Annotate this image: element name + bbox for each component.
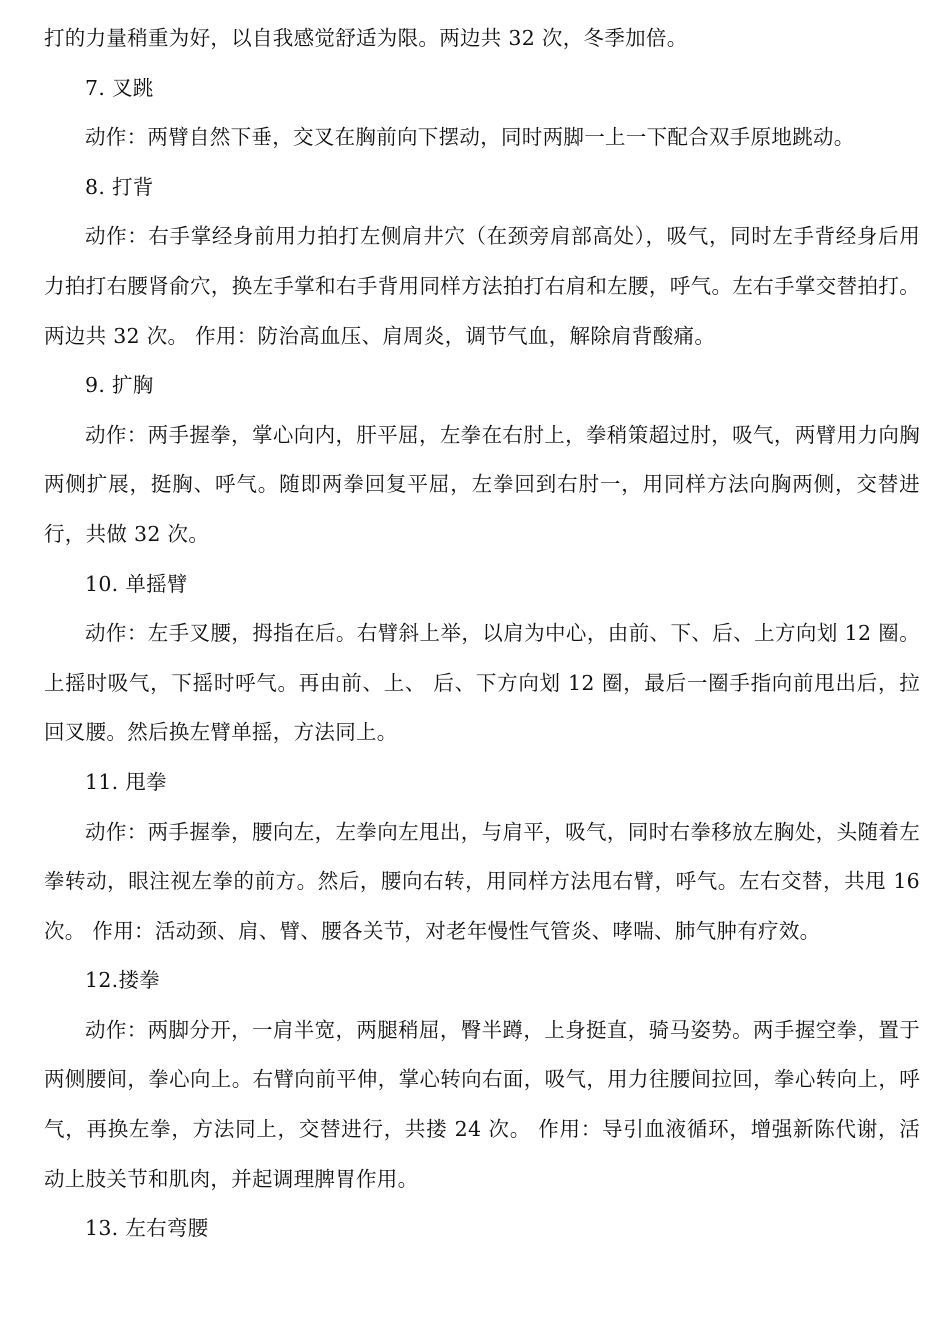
section-heading-13: 13. 左右弯腰 (85, 1216, 209, 1241)
section-heading-10: 10. 单摇臂 (85, 571, 188, 596)
paragraph-action-8: 动作：右手掌经身前用力拍打左侧肩井穴（在颈旁肩部高处），吸气，同时左手背经身后用力拍打右腰肾俞穴，换左手掌和右手背用同样方法拍打右肩和左腰，呼气。左右手掌交替拍打。两边共 32 次。 作用：防治高血压、肩周炎，调节气血，解除肩背酸痛。 (44, 224, 920, 348)
section-heading-8: 8. 打背 (85, 174, 154, 199)
paragraph-action-10: 动作：左手叉腰，拇指在后。右臂斜上举，以肩为中心，由前、下、后、上方向划 12 圈。上摇时吸气，下摇时呼气。再由前、上、 后、下方向划 12 圈，最后一圈手指向前甩出后，拉回叉腰。然后换左臂单摇，方法同上。 (44, 621, 920, 745)
section-heading-12: 12.搂拳 (85, 968, 161, 993)
paragraph-action-12: 动作：两脚分开，一肩半宽，两腿稍屈，臀半蹲，上身挺直，骑马姿势。两手握空拳，置于两侧腰间，拳心向上。右臂向前平伸，掌心转向右面，吸气，用力往腰间拉回，拳心转向上，呼气，再换左拳，方法同上，交替进行，共搂 24 次。 作用：导引血液循环，增强新陈代谢，活动上肢关节和肌肉，并起调理脾胃作用。 (44, 1017, 920, 1191)
paragraph-action-9: 动作：两手握拳，掌心向内，肝平屈，左拳在右肘上，拳稍策超过肘，吸气，两臂用力向胸两侧扩展，挺胸、呼气。随即两拳回复平屈，左拳回到右肘一，用同样方法向胸两侧，交替进行，共做 32 次。 (44, 422, 920, 546)
section-heading-7: 7. 叉跳 (85, 75, 154, 100)
paragraph-action-7: 动作：两臂自然下垂，交叉在胸前向下摆动，同时两脚一上一下配合双手原地跳动。 (85, 125, 855, 150)
paragraph-continuation: 打的力量稍重为好，以自我感觉舒适为限。两边共 32 次，冬季加倍。 (44, 26, 688, 50)
section-heading-11: 11. 甩拳 (85, 769, 167, 794)
paragraph-action-11: 动作：两手握拳，腰向左，左拳向左甩出，与肩平，吸气，同时右拳移放左胸处，头随着左拳转动，眼注视左拳的前方。然后，腰向右转，用同样方法甩右臂，呼气。左右交替，共甩 16 次。 作用：活动颈、肩、臂、腰各关节，对老年慢性气管炎、哮喘、肺气肿有疗效。 (44, 819, 920, 943)
section-heading-9: 9. 扩胸 (85, 373, 154, 398)
